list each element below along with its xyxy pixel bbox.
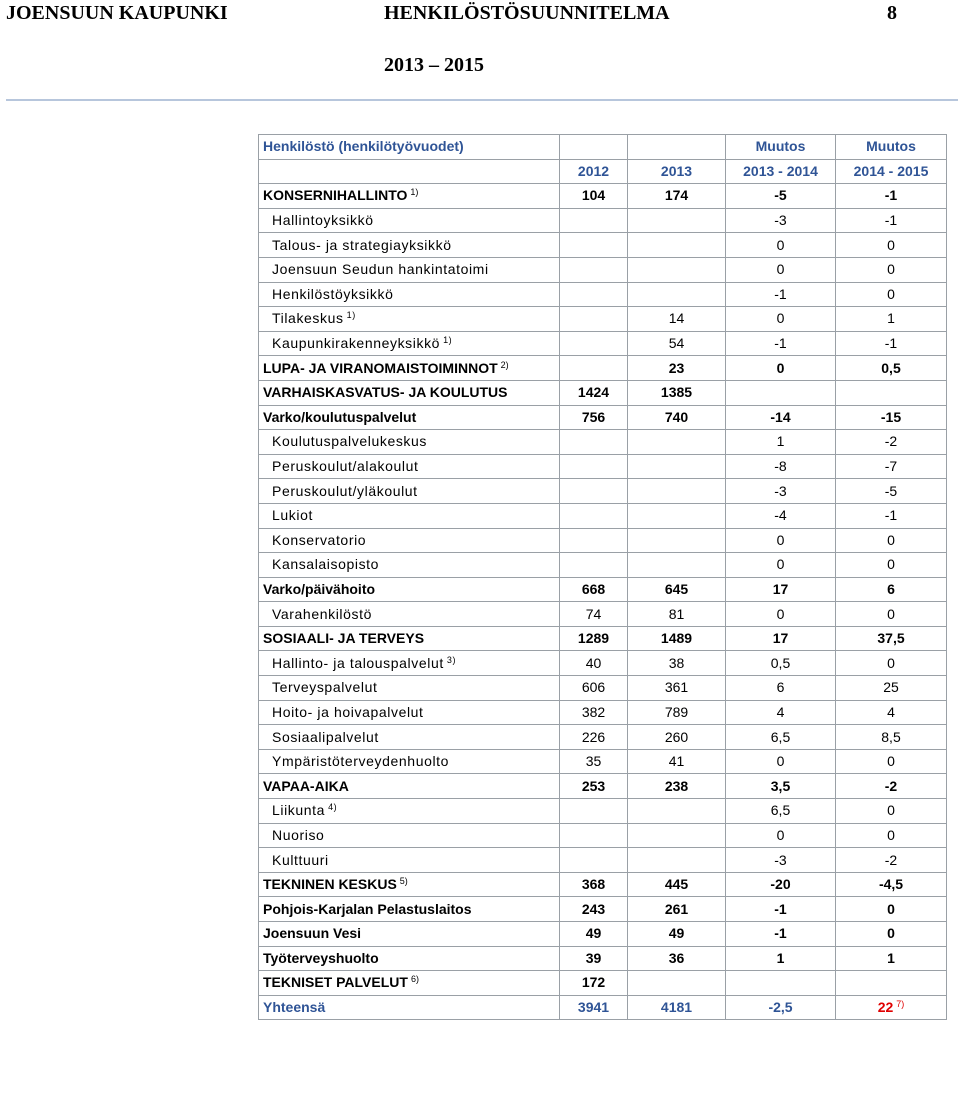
change-2013-2014: -1 (726, 331, 836, 356)
value-2013 (628, 430, 726, 455)
table-row (259, 282, 947, 307)
change-2014-2015: 4 (836, 700, 947, 725)
row-label: Peruskoulut/yläkoulut (259, 479, 560, 504)
row-label: Konservatorio (259, 528, 560, 553)
row-label: Sosiaalipalvelut (259, 725, 560, 750)
change-2014-2015: 0 (836, 257, 947, 282)
table-row (259, 872, 947, 897)
value-2013: 789 (628, 700, 726, 725)
table-row (259, 577, 947, 602)
row-label: Pohjois-Karjalan Pelastuslaitos (259, 897, 560, 922)
table-row (259, 774, 947, 799)
page-header (0, 0, 960, 90)
row-label: VAPAA-AIKA (259, 774, 560, 799)
range-header-2: 2014 - 2015 (836, 159, 947, 184)
value-2012 (560, 528, 628, 553)
change-2014-2015: 0 (836, 651, 947, 676)
total-2012: 3941 (560, 995, 628, 1020)
table-row (259, 257, 947, 282)
table-row (259, 553, 947, 578)
table-row (259, 184, 947, 209)
table-row (259, 897, 947, 922)
value-2012: 1289 (560, 626, 628, 651)
change-2014-2015: 0 (836, 282, 947, 307)
value-2013: 23 (628, 356, 726, 381)
change-2013-2014: 6,5 (726, 799, 836, 824)
value-2012: 1424 (560, 380, 628, 405)
footnote-marker: 7) (896, 999, 905, 1010)
table-row (259, 307, 947, 332)
footnote-marker: 4) (328, 802, 338, 813)
org-name: JOENSUUN KAUPUNKI (6, 2, 228, 24)
value-2013: 14 (628, 307, 726, 332)
change-2013-2014: 4 (726, 700, 836, 725)
table-row (259, 503, 947, 528)
value-2012 (560, 307, 628, 332)
value-2013: 361 (628, 676, 726, 701)
value-2013: 261 (628, 897, 726, 922)
change-2014-2015: 1 (836, 307, 947, 332)
value-2013: 81 (628, 602, 726, 627)
value-2013 (628, 233, 726, 258)
table-row (259, 799, 947, 824)
value-2013 (628, 454, 726, 479)
change-2013-2014: 0 (726, 749, 836, 774)
value-2012: 243 (560, 897, 628, 922)
row-label: Hallintoyksikkö (259, 208, 560, 233)
change-2013-2014: 0 (726, 528, 836, 553)
change-2014-2015: 6 (836, 577, 947, 602)
table-header-row-2 (259, 159, 947, 184)
change-2013-2014: -3 (726, 208, 836, 233)
table-row (259, 233, 947, 258)
value-2012: 172 (560, 971, 628, 996)
value-2013 (628, 503, 726, 528)
table-row (259, 479, 947, 504)
change-2014-2015: 0 (836, 602, 947, 627)
change-2013-2014: -3 (726, 479, 836, 504)
col-header-2013: 2013 (628, 159, 726, 184)
change-2014-2015: 1 (836, 946, 947, 971)
value-2013 (628, 848, 726, 873)
value-2012: 35 (560, 749, 628, 774)
row-label: Peruskoulut/alakoulut (259, 454, 560, 479)
change-2013-2014: -4 (726, 503, 836, 528)
row-label: Kaupunkirakenneyksikkö $^{1)}$ (259, 331, 560, 356)
total-2013: 4181 (628, 995, 726, 1020)
table-row (259, 946, 947, 971)
row-label: KONSERNIHALLINTO $^{1)}$ (259, 184, 560, 209)
value-2012: 668 (560, 577, 628, 602)
change-2014-2015: -7 (836, 454, 947, 479)
change-2013-2014: 0 (726, 553, 836, 578)
change-2013-2014: 0 (726, 356, 836, 381)
row-label: Työterveyshuolto (259, 946, 560, 971)
row-label: Henkilöstöyksikkö (259, 282, 560, 307)
change-2013-2014: -8 (726, 454, 836, 479)
change-2013-2014: 17 (726, 577, 836, 602)
value-2013: 740 (628, 405, 726, 430)
change-2014-2015: 0 (836, 897, 947, 922)
value-2012: 39 (560, 946, 628, 971)
footnote-marker: 3) (446, 654, 457, 665)
row-label: Ympäristöterveydenhuolto (259, 749, 560, 774)
table-row-total (259, 995, 947, 1020)
value-2012 (560, 799, 628, 824)
value-2012: 382 (560, 700, 628, 725)
value-2012: 74 (560, 602, 628, 627)
row-label: TEKNINEN KESKUS $^{5)}$ (259, 872, 560, 897)
change-2014-2015: 0 (836, 528, 947, 553)
footnote-marker: 1) (410, 187, 419, 198)
change-2014-2015: -1 (836, 184, 947, 209)
table-row (259, 749, 947, 774)
change-2013-2014: -1 (726, 282, 836, 307)
value-2012 (560, 282, 628, 307)
row-label: LUPA- JA VIRANOMAISTOIMINNOT $^{2)}$ (259, 356, 560, 381)
change-2014-2015: 0 (836, 553, 947, 578)
row-label: Varko/päivähoito (259, 577, 560, 602)
value-2013: 445 (628, 872, 726, 897)
table-row (259, 651, 947, 676)
value-2013: 1385 (628, 380, 726, 405)
change-2013-2014: -1 (726, 897, 836, 922)
value-2012: 104 (560, 184, 628, 209)
muutos-header-2: Muutos (836, 135, 947, 160)
row-label: Talous- ja strategiayksikkö (259, 233, 560, 258)
change-2014-2015: -2 (836, 430, 947, 455)
change-2013-2014: 17 (726, 626, 836, 651)
change-2013-2014 (726, 380, 836, 405)
value-2013 (628, 528, 726, 553)
change-2014-2015: 37,5 (836, 626, 947, 651)
value-2013: 260 (628, 725, 726, 750)
table-row (259, 405, 947, 430)
staff-table (258, 134, 947, 1020)
value-2013: 36 (628, 946, 726, 971)
table-row (259, 331, 947, 356)
table-row (259, 700, 947, 725)
row-label: Tilakeskus $^{1)}$ (259, 307, 560, 332)
row-label: Varko/koulutuspalvelut (259, 405, 560, 430)
footnote-marker: 1) (346, 310, 356, 321)
footnote-marker: 5) (399, 876, 408, 887)
value-2013: 645 (628, 577, 726, 602)
value-2012 (560, 503, 628, 528)
change-2014-2015: -1 (836, 331, 947, 356)
value-2012 (560, 848, 628, 873)
row-label: Joensuun Seudun hankintatoimi (259, 257, 560, 282)
value-2013: 41 (628, 749, 726, 774)
table-row (259, 848, 947, 873)
row-label: Joensuun Vesi (259, 922, 560, 947)
change-2013-2014: 0 (726, 257, 836, 282)
value-2012 (560, 454, 628, 479)
header-rule (6, 99, 958, 101)
row-label: VARHAISKASVATUS- JA KOULUTUS (259, 380, 560, 405)
table-row (259, 454, 947, 479)
value-2012 (560, 208, 628, 233)
table-row (259, 725, 947, 750)
value-2013: 38 (628, 651, 726, 676)
table-row (259, 528, 947, 553)
change-2014-2015: -4,5 (836, 872, 947, 897)
col-header-2012: 2012 (560, 159, 628, 184)
change-2013-2014: -20 (726, 872, 836, 897)
value-2012 (560, 257, 628, 282)
value-2012 (560, 356, 628, 381)
table-header-row-1 (259, 135, 947, 160)
row-label: Koulutuspalvelukeskus (259, 430, 560, 455)
change-2014-2015: -1 (836, 503, 947, 528)
value-2013 (628, 823, 726, 848)
change-2013-2014: 1 (726, 430, 836, 455)
change-2013-2014: 3,5 (726, 774, 836, 799)
value-2012 (560, 823, 628, 848)
value-2012: 40 (560, 651, 628, 676)
table-row (259, 602, 947, 627)
total-label: Yhteensä (259, 995, 560, 1020)
value-2013 (628, 971, 726, 996)
table-row (259, 922, 947, 947)
value-2013 (628, 282, 726, 307)
footnote-marker: 2) (500, 359, 509, 370)
change-2014-2015: 0 (836, 823, 947, 848)
value-2013: 238 (628, 774, 726, 799)
table-row (259, 208, 947, 233)
value-2012 (560, 331, 628, 356)
table-row (259, 380, 947, 405)
change-2013-2014: 0 (726, 307, 836, 332)
change-2013-2014: 1 (726, 946, 836, 971)
change-2014-2015: 0 (836, 922, 947, 947)
value-2012 (560, 233, 628, 258)
value-2013 (628, 208, 726, 233)
range-header-1: 2013 - 2014 (726, 159, 836, 184)
value-2012: 368 (560, 872, 628, 897)
value-2013 (628, 799, 726, 824)
change-2014-2015: -2 (836, 774, 947, 799)
table-row (259, 823, 947, 848)
value-2013: 174 (628, 184, 726, 209)
change-2013-2014: -3 (726, 848, 836, 873)
change-2013-2014: 6 (726, 676, 836, 701)
change-2013-2014: 0 (726, 602, 836, 627)
change-2013-2014: 0 (726, 233, 836, 258)
change-2014-2015: -2 (836, 848, 947, 873)
value-2012: 606 (560, 676, 628, 701)
change-2014-2015: -5 (836, 479, 947, 504)
table-row (259, 356, 947, 381)
muutos-header-1: Muutos (726, 135, 836, 160)
change-2014-2015 (836, 380, 947, 405)
value-2013 (628, 479, 726, 504)
table-title: Henkilöstö (henkilötyövuodet) (259, 135, 560, 160)
value-2012 (560, 553, 628, 578)
change-2014-2015 (836, 971, 947, 996)
change-2013-2014: -14 (726, 405, 836, 430)
change-2014-2015: -15 (836, 405, 947, 430)
value-2012: 253 (560, 774, 628, 799)
value-2013: 49 (628, 922, 726, 947)
value-2013: 54 (628, 331, 726, 356)
row-label: Hallinto- ja talouspalvelut $^{3)}$ (259, 651, 560, 676)
table-row (259, 971, 947, 996)
value-2013 (628, 257, 726, 282)
value-2012: 756 (560, 405, 628, 430)
row-label: Kulttuuri (259, 848, 560, 873)
change-2014-2015: 8,5 (836, 725, 947, 750)
change-2014-2015: -1 (836, 208, 947, 233)
table-row (259, 626, 947, 651)
change-2014-2015: 0 (836, 233, 947, 258)
total-change-2: 22 $^{7)}$ (836, 995, 947, 1020)
row-label: Varahenkilöstö (259, 602, 560, 627)
total-change-1: -2,5 (726, 995, 836, 1020)
page-number: 8 (887, 2, 897, 24)
row-label: Lukiot (259, 503, 560, 528)
table-row (259, 430, 947, 455)
change-2013-2014: -1 (726, 922, 836, 947)
value-2013: 1489 (628, 626, 726, 651)
value-2013 (628, 553, 726, 578)
value-2012: 226 (560, 725, 628, 750)
change-2014-2015: 25 (836, 676, 947, 701)
row-label: SOSIAALI- JA TERVEYS (259, 626, 560, 651)
row-label: Hoito- ja hoivapalvelut (259, 700, 560, 725)
row-label: Liikunta $^{4)}$ (259, 799, 560, 824)
row-label: Kansalaisopisto (259, 553, 560, 578)
change-2014-2015: 0,5 (836, 356, 947, 381)
change-2013-2014: 0 (726, 823, 836, 848)
table-row (259, 676, 947, 701)
plan-years: 2013 – 2015 (384, 54, 484, 76)
value-2012 (560, 430, 628, 455)
change-2013-2014 (726, 971, 836, 996)
row-label: Terveyspalvelut (259, 676, 560, 701)
change-2013-2014: -5 (726, 184, 836, 209)
footnote-marker: 1) (443, 335, 453, 346)
document-title: HENKILÖSTÖSUUNNITELMA (384, 2, 670, 24)
footnote-marker: 6) (410, 974, 419, 985)
change-2014-2015: 0 (836, 749, 947, 774)
value-2012: 49 (560, 922, 628, 947)
change-2013-2014: 0,5 (726, 651, 836, 676)
row-label: TEKNISET PALVELUT $^{6)}$ (259, 971, 560, 996)
change-2014-2015: 0 (836, 799, 947, 824)
value-2012 (560, 479, 628, 504)
change-2013-2014: 6,5 (726, 725, 836, 750)
row-label: Nuoriso (259, 823, 560, 848)
